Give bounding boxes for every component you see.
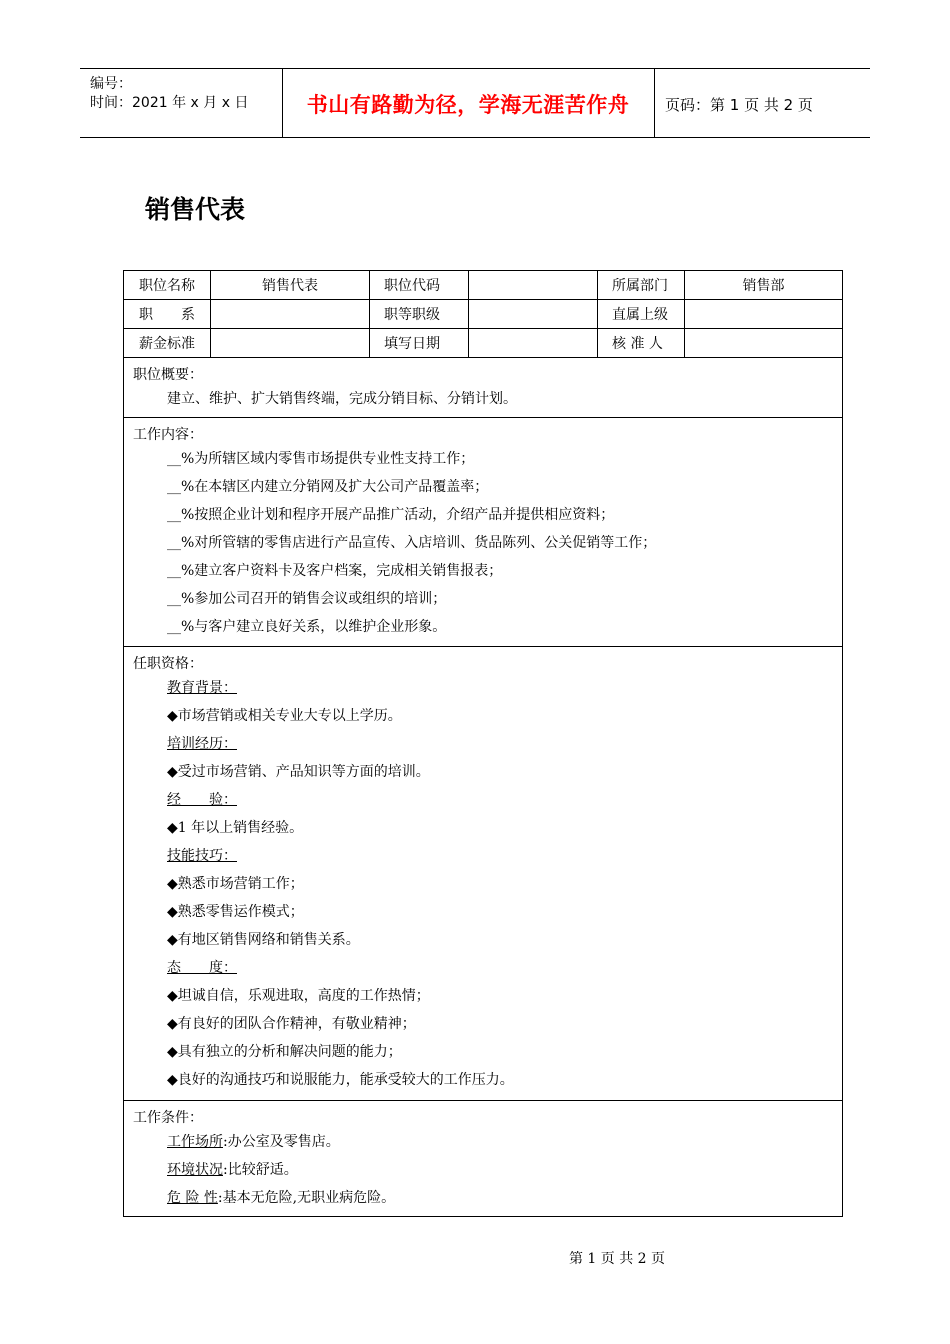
header-motto-cell bbox=[282, 69, 655, 137]
qualifications-title: 任职资格： bbox=[133, 656, 203, 672]
table-row bbox=[124, 300, 843, 329]
overview-title: 职位概要： bbox=[133, 367, 203, 383]
salary-value bbox=[211, 329, 370, 358]
list-item: ◆坦诚自信，乐观进取，高度的工作热情； bbox=[167, 988, 430, 1004]
risk-label: 危 险 性 bbox=[167, 1190, 218, 1206]
job-family-label: 职 系 bbox=[124, 300, 211, 329]
supervisor-label: 直属上级 bbox=[598, 300, 685, 329]
conditions-section bbox=[124, 1101, 843, 1217]
environment-value: :比较舒适。 bbox=[223, 1162, 298, 1178]
training-label: 培训经历： bbox=[167, 736, 237, 752]
fill-date-label: 填写日期 bbox=[370, 329, 469, 358]
overview-text: 建立、维护、扩大销售终端，完成分销目标、分销计划。 bbox=[167, 391, 517, 407]
work-content-section bbox=[124, 418, 843, 647]
header-meta-cell bbox=[80, 69, 283, 137]
environment-label: 环境状况 bbox=[167, 1162, 223, 1178]
attitude-label: 态 度： bbox=[167, 960, 237, 976]
approver-value bbox=[685, 329, 843, 358]
job-description-table bbox=[123, 270, 843, 1217]
approver-label: 核 准 人 bbox=[598, 329, 685, 358]
list-item: __%为所辖区域内零售市场提供专业性支持工作； bbox=[167, 451, 475, 467]
qualifications-section bbox=[124, 647, 843, 1101]
list-item: ◆熟悉零售运作模式； bbox=[167, 904, 304, 920]
header-page-cell bbox=[655, 69, 870, 137]
work-content-title: 工作内容： bbox=[133, 427, 203, 443]
list-item: ◆熟悉市场营销工作； bbox=[167, 876, 304, 892]
document-number-label: 编号： bbox=[90, 76, 132, 92]
list-item: ◆具有独立的分析和解决问题的能力； bbox=[167, 1044, 402, 1060]
fill-date-value bbox=[469, 329, 598, 358]
education-label: 教育背景： bbox=[167, 680, 237, 696]
table-row bbox=[124, 329, 843, 358]
work-place-value: :办公室及零售店。 bbox=[223, 1134, 340, 1150]
page-header bbox=[80, 68, 870, 138]
supervisor-value bbox=[685, 300, 843, 329]
document-time-label: 时间：2021 年 x 月 x 日 bbox=[90, 95, 249, 111]
list-item: ◆良好的沟通技巧和说服能力，能承受较大的工作压力。 bbox=[167, 1072, 514, 1088]
job-grade-label: 职等职级 bbox=[370, 300, 469, 329]
job-title-value: 销售代表 bbox=[211, 271, 370, 300]
department-label: 所属部门 bbox=[598, 271, 685, 300]
header-page-info: 页码：第 1 页 共 2 页 bbox=[665, 96, 813, 114]
risk-value: :基本无危险,无职业病危险。 bbox=[217, 1190, 396, 1206]
overview-section bbox=[124, 358, 843, 418]
job-code-value bbox=[469, 271, 598, 300]
page-footer: 第 1 页 共 2 页 bbox=[568, 1251, 666, 1267]
list-item: __%与客户建立良好关系，以维护企业形象。 bbox=[167, 619, 447, 635]
list-item: ◆市场营销或相关专业大专以上学历。 bbox=[167, 708, 402, 724]
salary-label: 薪金标准 bbox=[124, 329, 211, 358]
experience-label: 经 验： bbox=[167, 792, 237, 808]
table-row bbox=[124, 271, 843, 300]
conditions-title: 工作条件： bbox=[133, 1110, 203, 1126]
job-code-label: 职位代码 bbox=[370, 271, 469, 300]
list-item: ◆1 年以上销售经验。 bbox=[167, 820, 304, 836]
list-item: ◆有地区销售网络和销售关系。 bbox=[167, 932, 360, 948]
header-motto: 书山有路勤为径，学海无涯苦作舟 bbox=[306, 93, 630, 117]
list-item: __%对所管辖的零售店进行产品宣传、入店培训、货品陈列、公关促销等工作； bbox=[167, 535, 657, 551]
list-item: __%建立客户资料卡及客户档案，完成相关销售报表； bbox=[167, 563, 503, 579]
list-item: __%按照企业计划和程序开展产品推广活动，介绍产品并提供相应资料； bbox=[167, 507, 615, 523]
document-title: 销售代表 bbox=[145, 195, 246, 224]
job-title-label: 职位名称 bbox=[124, 271, 211, 300]
department-value: 销售部 bbox=[685, 271, 843, 300]
job-grade-value bbox=[469, 300, 598, 329]
list-item: __%参加公司召开的销售会议或组织的培训； bbox=[167, 591, 447, 607]
skills-label: 技能技巧： bbox=[167, 848, 237, 864]
work-place-label: 工作场所 bbox=[167, 1134, 223, 1150]
job-family-value bbox=[211, 300, 370, 329]
list-item: ◆有良好的团队合作精神，有敬业精神； bbox=[167, 1016, 416, 1032]
list-item: __%在本辖区内建立分销网及扩大公司产品覆盖率； bbox=[167, 479, 489, 495]
list-item: ◆受过市场营销、产品知识等方面的培训。 bbox=[167, 764, 430, 780]
